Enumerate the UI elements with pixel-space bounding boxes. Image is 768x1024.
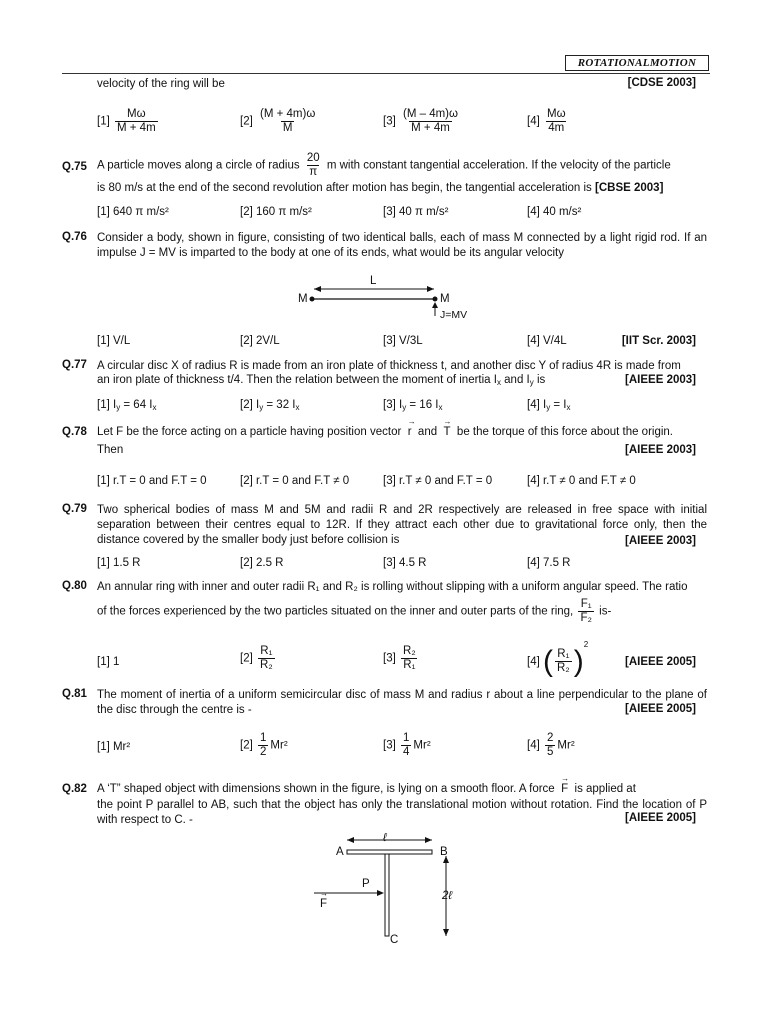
q77-number: Q.77 (62, 359, 87, 371)
q76-option-1[interactable]: [1] V/L (97, 335, 131, 347)
q77-option-3[interactable]: [3] $I_y = 16$ $I_x$ (383, 399, 443, 412)
q76-option-3[interactable]: [3] V/3L (383, 335, 423, 347)
q78-option-2[interactable]: [2] r.T = 0 and F.T ≠ 0 (240, 475, 350, 487)
chapter-header: ROTATIONALMOTION (565, 55, 709, 71)
q78-source: [AIEEE 2003] (625, 444, 696, 456)
q76-option-2[interactable]: [2] 2V/L (240, 335, 280, 347)
q77-option-4[interactable]: [4] $I_y = I_x$ (527, 399, 571, 412)
fig-label-F: → F (320, 898, 327, 910)
t-crossbar (347, 850, 432, 854)
q81-option-4[interactable]: [4] $\frac{2}{5}$ Mr² (527, 732, 575, 758)
q81-text: The moment of inertia of a uniform semicircular disc of mass M and radius r about a line perpendicular to the plane of the disc through the centre is - (97, 689, 707, 716)
q80-option-3[interactable]: [3] $\frac{\text{R₂}}{\text{R₁}}$ (383, 645, 416, 671)
q78-line1: Let F be the force acting on a particle having position vector → r and → T be the torque of this force about the origin. (97, 426, 673, 438)
two-ell-arrow-top (443, 856, 449, 863)
q80-number: Q.80 (62, 580, 87, 592)
q76-text: Consider a body, shown in figure, consisting of two identical balls, each of mass M connected by a light rigid rod. If an impulse J = MV is imparted to the body at one of its ends, what would be its angular velocity (97, 232, 707, 259)
q81-source: [AIEEE 2005] (625, 703, 696, 715)
q78-option-4[interactable]: [4] r.T ≠ 0 and F.T ≠ 0 (527, 475, 636, 487)
q80-line2: of the forces experienced by the two particles situated on the inner and outer parts of the ring, $\frac{\text{F₁}}{\text{F₂}}$ is- (97, 598, 612, 624)
fig-label-P: P (362, 878, 370, 890)
fig-label-J: J=MV (440, 309, 468, 321)
q82-number: Q.82 (62, 783, 87, 795)
q76-option-4[interactable]: [4] V/4L (527, 335, 567, 347)
t-stem (385, 854, 389, 936)
q80-line1: An annular ring with inner and outer radii R₁ and R₂ is rolling without slipping with a uniform angular speed. The ratio (97, 581, 688, 593)
q77-line2: an iron plate of thickness t/4. Then the relation between the moment of inertia $I_x$ and $I_y$ is (97, 374, 546, 387)
fig-label-A: A (336, 846, 344, 858)
q81-number: Q.81 (62, 688, 87, 700)
q82-source: [AIEEE 2005] (625, 812, 696, 824)
q77-source: [AIEEE 2003] (625, 374, 696, 386)
q75-source: [CBSE 2003] (595, 182, 664, 194)
q74-option-1[interactable]: [1] $\frac{M\omega}{M + 4m}$ (97, 108, 156, 134)
q75-line1: A particle moves along a circle of radius $\frac{20}{\pi}$ m with constant tangential acceleration. If the velocity of the particle (97, 152, 671, 178)
q75-option-2[interactable]: [2] 160 π m/s² (240, 206, 312, 218)
q77-option-1[interactable]: [1] $I_y = 64$ $I_x$ (97, 399, 157, 412)
force-arrow-head (377, 890, 384, 896)
q79-text: Two spherical bodies of mass M and 5M and radii R and 2R respectively are released in free space with initial separation between their centres equal to 12R. If they attract each other due to gravitational force only, then the distance covered by the smaller body just before collision is (97, 504, 707, 546)
q80-option-1[interactable]: [1] 1 (97, 656, 120, 668)
q76-number: Q.76 (62, 231, 87, 243)
q79-option-2[interactable]: [2] 2.5 R (240, 557, 284, 569)
q80-option-4[interactable]: [4] ( $\frac{\text{R₁}}{\text{R₂}}$ )$^2$ (527, 640, 589, 678)
q80-source: [AIEEE 2005] (625, 656, 696, 668)
fig-label-M-right: M (440, 293, 450, 305)
ell-arrow-right (425, 837, 432, 843)
q79-option-1[interactable]: [1] 1.5 R (97, 557, 141, 569)
ell-arrow-left (347, 837, 354, 843)
q82-text: the point P parallel to AB, such that the object has only the translational motion without rotation. Find the location of P with respect to C. - (97, 799, 707, 826)
q76-source: [IIT Scr. 2003] (621, 335, 696, 347)
q74-source: [CDSE 2003] (627, 77, 696, 89)
two-ell-arrow-bottom (443, 929, 449, 936)
q74-option-3[interactable]: [3] $\frac{(M - 4m)\omega}{M + 4m}$ (383, 108, 458, 134)
q78-line2: Then (97, 444, 124, 456)
q75-option-3[interactable]: [3] 40 π m/s² (383, 206, 449, 218)
q81-option-1[interactable]: [1] Mr² (97, 741, 131, 753)
q75-number: Q.75 (62, 161, 87, 173)
q75-option-4[interactable]: [4] 40 m/s² (527, 206, 582, 218)
fig-label-C: C (390, 934, 399, 946)
q77-option-2[interactable]: [2] $I_y = 32$ $I_x$ (240, 399, 300, 412)
q74-tail: velocity of the ring will be (97, 78, 225, 90)
q81-option-2[interactable]: [2] $\frac{1}{2}$ Mr² (240, 732, 288, 758)
q74-option-4[interactable]: [4] $\frac{M\omega}{4m}$ (527, 108, 566, 134)
fig-label-L: L (370, 275, 377, 287)
q78-option-1[interactable]: [1] r.T = 0 and F.T = 0 (97, 475, 207, 487)
q77-line1: A circular disc X of radius R is made from an iron plate of thickness t, and another disc Y of radius 4R is made from (97, 360, 681, 372)
q79-option-3[interactable]: [3] 4.5 R (383, 557, 427, 569)
q79-option-4[interactable]: [4] 7.5 R (527, 557, 571, 569)
fig-label-ell: ℓ (383, 832, 387, 844)
q75-line2: is 80 m/s at the end of the second revolution after motion has begin, the tangential acceleration is [CBSE 2003] (97, 182, 664, 194)
q78-number: Q.78 (62, 426, 87, 438)
q78-option-3[interactable]: [3] r.T ≠ 0 and F.T = 0 (383, 475, 493, 487)
q79-source: [AIEEE 2003] (625, 535, 696, 547)
fig-label-M-left: M (298, 293, 308, 305)
q74-option-2[interactable]: [2] $\frac{(M + 4m)\omega}{M}$ (240, 108, 316, 134)
q81-option-3[interactable]: [3] $\frac{1}{4}$ Mr² (383, 732, 431, 758)
fig-label-B: B (440, 846, 448, 858)
q80-option-2[interactable]: [2] $\frac{\text{R₁}}{\text{R₂}}$ (240, 645, 273, 671)
q79-number: Q.79 (62, 503, 87, 515)
q82-line1: A ‘T” shaped object with dimensions shown in the figure, is lying on a smooth floor. A force → F is applied at (97, 783, 636, 795)
fig-label-2ell: 2ℓ (442, 890, 453, 902)
q75-option-1[interactable]: [1] 640 π m/s² (97, 206, 169, 218)
